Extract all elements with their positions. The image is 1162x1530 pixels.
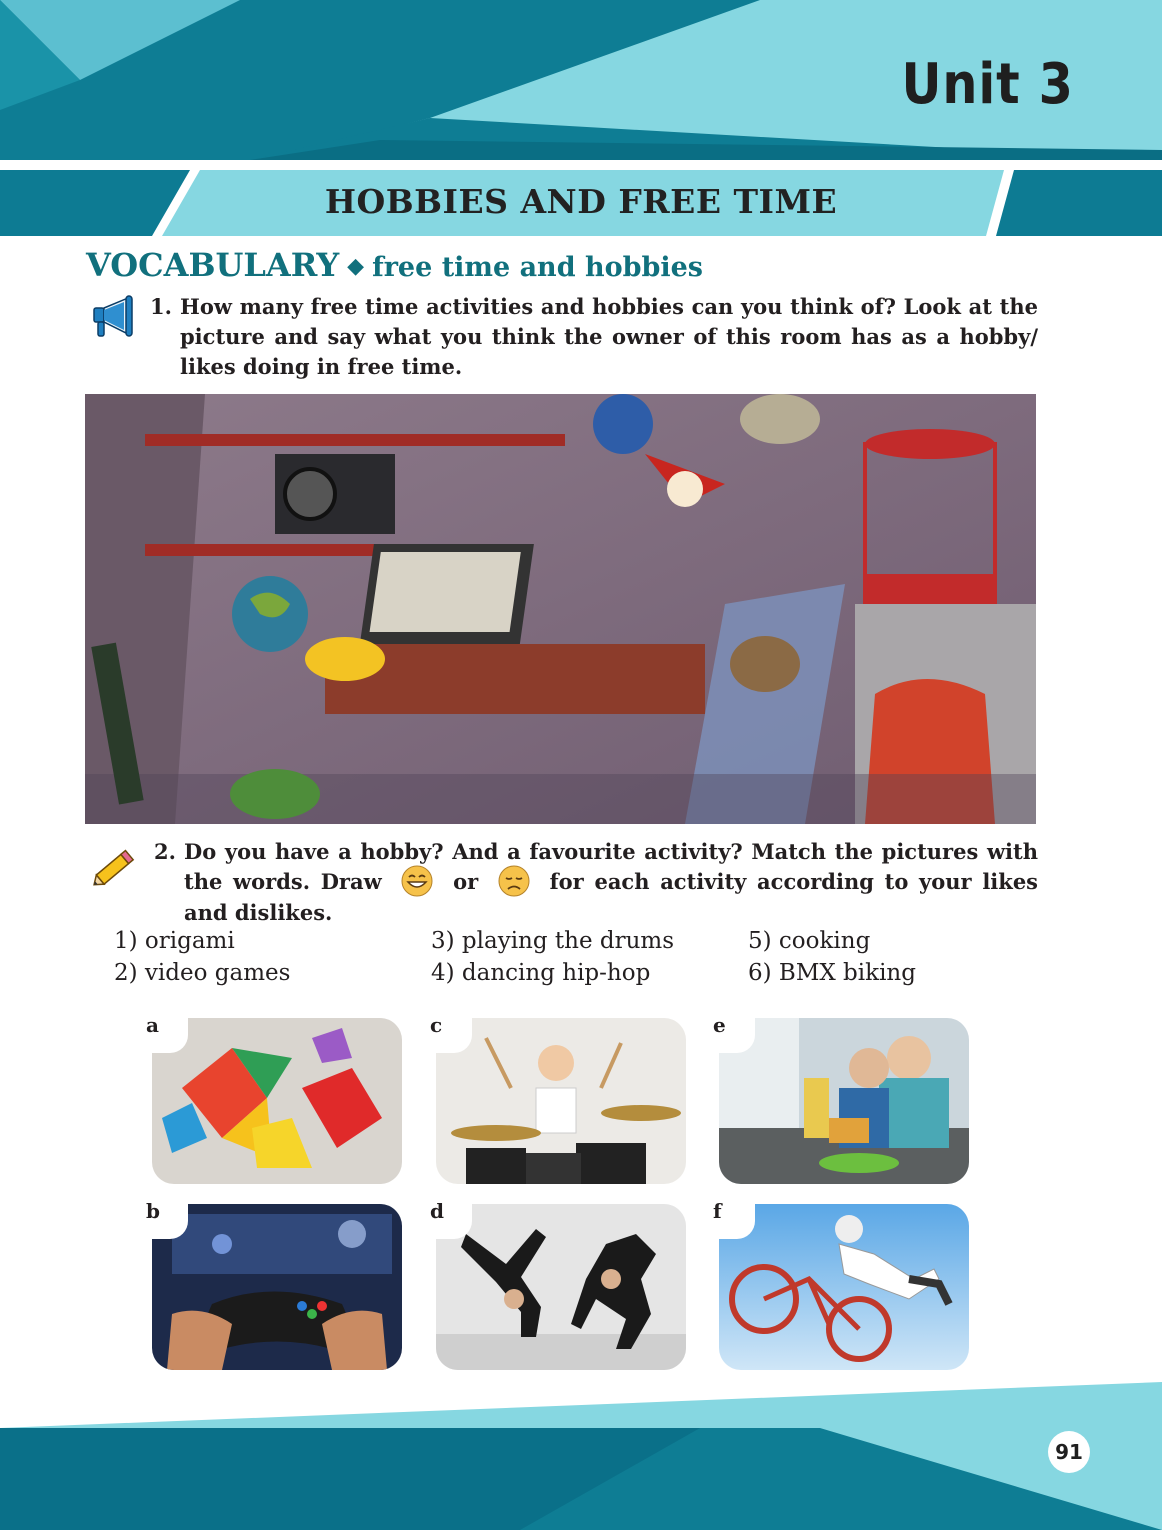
diamond-icon: ◆ [347, 253, 365, 279]
picture-label: e [713, 1015, 755, 1053]
picture-label: a [146, 1015, 188, 1053]
vocabulary-heading [86, 246, 703, 284]
exercise-2-text-part1: Do you have a hobby? And a favourite activity? Match the pictures with the words. Draw [184, 839, 1038, 894]
picture-label: f [713, 1201, 755, 1239]
cooking-photo [719, 1018, 969, 1184]
footer-banner [0, 1380, 1162, 1530]
exercise-2-text-part2: for each activity according to your likes and dislikes. [184, 869, 1039, 925]
bmx-photo [719, 1204, 969, 1370]
exercise-1-text: How many free time activities and hobbies can you think of? Look at the picture and say what you think the owner of this room has as a hobby/ likes doing in free time. [180, 294, 1038, 379]
vocabulary-topic: free time and hobbies [372, 252, 704, 283]
exercise-2-text [154, 837, 1038, 928]
word-item: 4) dancing hip-hop [431, 960, 651, 986]
page-number: 91 [1048, 1431, 1090, 1473]
origami-photo [152, 1018, 402, 1184]
exercise-2-text-or: or [453, 869, 479, 894]
picture-label: b [146, 1201, 188, 1239]
hip-hop-photo [436, 1204, 686, 1370]
word-item: 2) video games [114, 960, 291, 986]
word-item: 5) cooking [748, 928, 871, 954]
pencil-icon [88, 842, 140, 894]
exercise-2 [154, 837, 1038, 928]
section-title: HOBBIES AND FREE TIME [324, 182, 838, 221]
grinning-face-icon [400, 864, 434, 898]
drums-photo [436, 1018, 686, 1184]
exercise-1-number: 1. [150, 294, 172, 319]
exercise-2-number: 2. [154, 839, 176, 864]
megaphone-icon [88, 292, 140, 344]
video-games-photo [152, 1204, 402, 1370]
exercise-1 [150, 292, 1038, 382]
sad-face-icon [497, 864, 531, 898]
word-item: 3) playing the drums [431, 928, 675, 954]
word-item: 1) origami [114, 928, 235, 954]
picture-label: d [430, 1201, 472, 1239]
unit-title: Unit 3 [901, 52, 1074, 117]
room-picture [85, 394, 1036, 824]
picture-label: c [430, 1015, 472, 1053]
vocabulary-label: VOCABULARY [86, 246, 340, 284]
word-item: 6) BMX biking [748, 960, 916, 986]
